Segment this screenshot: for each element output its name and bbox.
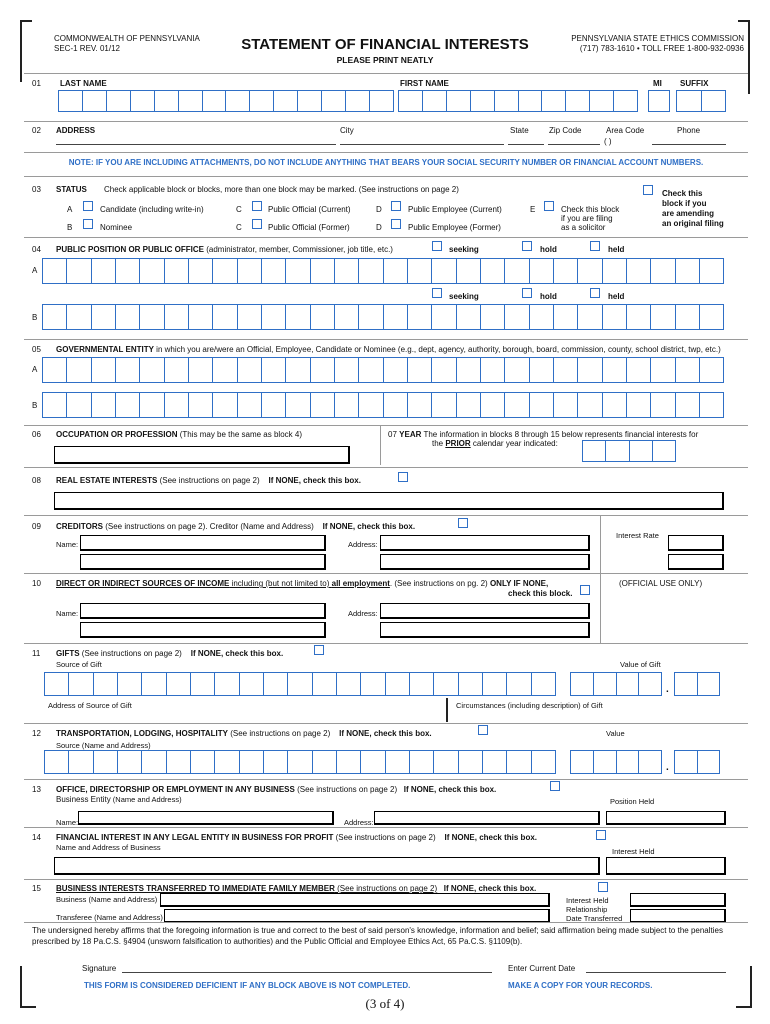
transportation-title: TRANSPORTATION, LODGING, HOSPITALITY — [56, 729, 228, 738]
position-b-hold-label: hold — [540, 292, 557, 301]
gifts-title: GIFTS — [56, 649, 80, 658]
public-position-title: PUBLIC POSITION OR PUBLIC OFFICE — [56, 245, 205, 254]
area-code-label: Area Code — [606, 126, 645, 135]
creditor-address-label: Address: — [348, 540, 378, 549]
gifts-none-label: If NONE, check this box. — [190, 649, 284, 658]
year-label — [388, 430, 698, 439]
section-06-number: 06 — [32, 430, 41, 439]
income-address-label: Address: — [348, 609, 378, 618]
position-b-held-checkbox[interactable] — [590, 288, 600, 298]
transportation-none-label: If NONE, check this box. — [339, 729, 432, 738]
income-none-checkbox[interactable] — [580, 585, 590, 595]
status-instructions: Check applicable block or blocks, more than one block may be marked. (See instructions on page 2) — [104, 185, 459, 194]
transferred-date-label: Date Transferred — [566, 914, 623, 923]
financial-interest-sub-label: Name and Address of Business — [56, 843, 161, 852]
amending-label-1: Check this — [662, 189, 703, 198]
transferee-input[interactable] — [164, 909, 550, 923]
corner-mark-tr — [738, 20, 750, 94]
transportation-value-label: Value — [606, 729, 625, 738]
amending-label-2: block if you — [662, 199, 707, 208]
section-13-number: 13 — [32, 785, 41, 794]
financial-interest-input[interactable] — [54, 857, 600, 875]
gift-value-cents-input[interactable] — [674, 672, 720, 696]
office-name-input[interactable] — [78, 811, 334, 825]
status-label: STATUS — [56, 185, 87, 194]
section-09-number: 09 — [32, 522, 41, 531]
state-label: State — [510, 126, 529, 135]
section-01-number: 01 — [32, 79, 41, 88]
nominee-label: Nominee — [100, 223, 133, 232]
header-commonwealth: COMMONWEALTH OF PENNSYLVANIA — [54, 34, 200, 43]
transportation-value-cents-input[interactable] — [674, 750, 720, 774]
status-a-letter: A — [67, 205, 73, 214]
creditor-name-input-1[interactable] — [80, 535, 326, 551]
position-a-hold-label: hold — [540, 245, 557, 254]
creditor-address-input-1[interactable] — [380, 535, 590, 551]
real-estate-title: REAL ESTATE INTERESTS — [56, 476, 158, 485]
year-hint-2a: the — [432, 439, 446, 448]
gift-value-dollars-input[interactable] — [570, 672, 662, 696]
first-name-label: FIRST NAME — [400, 79, 449, 88]
position-b-seeking-label: seeking — [449, 292, 479, 301]
financial-interest-none-checkbox[interactable] — [596, 830, 606, 840]
transportation-source-input[interactable] — [44, 750, 556, 774]
transferred-relationship-label: Relationship — [566, 905, 608, 914]
section-03-number: 03 — [32, 185, 41, 194]
interest-rate-input-2[interactable] — [668, 554, 724, 570]
real-estate-none-checkbox[interactable] — [398, 472, 408, 482]
form-subtitle: PLEASE PRINT NEATLY — [336, 55, 434, 65]
position-a-held-label: held — [608, 245, 625, 254]
income-name-input-2[interactable] — [80, 622, 326, 638]
amending-checkbox[interactable] — [643, 185, 653, 195]
occupation-title: OCCUPATION OR PROFESSION — [56, 430, 178, 439]
income-name-input-1[interactable] — [80, 603, 326, 619]
business-transferred-none-checkbox[interactable] — [598, 882, 608, 892]
solicitor-label-2: if you are filing — [561, 214, 613, 223]
candidate-checkbox[interactable] — [83, 201, 93, 211]
income-address-input-2[interactable] — [380, 622, 590, 638]
gifts-label — [56, 649, 283, 658]
zip-label: Zip Code — [549, 126, 582, 135]
form-title: STATEMENT OF FINANCIAL INTERESTS — [241, 36, 529, 53]
position-b-held-label: held — [608, 292, 625, 301]
position-a-input[interactable] — [42, 258, 724, 284]
official-use-label: (OFFICIAL USE ONLY) — [619, 579, 703, 588]
current-date-input[interactable] — [586, 972, 726, 973]
income-label — [56, 579, 548, 588]
nominee-checkbox[interactable] — [83, 219, 93, 229]
position-a-seeking-checkbox[interactable] — [432, 241, 442, 251]
official-current-checkbox[interactable] — [252, 201, 262, 211]
header-phone: (717) 783-1610 • TOLL FREE 1-800-932-0936 — [579, 44, 744, 53]
status-b-letter: B — [67, 223, 73, 232]
income-name-label: Name: — [56, 609, 79, 618]
governmental-entity-hint: in which you are/were an Official, Employee, Candidate or Nominee (e.g., dept, agency, authority, borough, board, commission, county, school district, twp, etc.) — [153, 345, 721, 354]
position-b-seeking-checkbox[interactable] — [432, 288, 442, 298]
candidate-label: Candidate (including write-in) — [100, 205, 204, 214]
phone-label: Phone — [677, 126, 701, 135]
real-estate-hint: (See instructions on page 2) — [157, 476, 260, 485]
interest-rate-input-1[interactable] — [668, 535, 724, 551]
solicitor-label-1: Check this block — [561, 205, 620, 214]
creditors-label — [56, 522, 415, 531]
real-estate-none-label: If NONE, check this box. — [268, 476, 361, 485]
area-code-input[interactable]: ( ) — [604, 137, 612, 146]
official-current-label: Public Official (Current) — [268, 205, 351, 214]
section-07-number: 07 — [388, 430, 397, 439]
creditors-none-checkbox[interactable] — [458, 518, 468, 528]
interest-rate-label: Interest Rate — [616, 531, 659, 540]
section-02-number: 02 — [32, 126, 41, 135]
gift-address-label: Address of Source of Gift — [48, 701, 132, 710]
office-none-checkbox[interactable] — [550, 781, 560, 791]
status-e-letter: E — [530, 205, 536, 214]
gift-source-label: Source of Gift — [56, 660, 102, 669]
interest-held-label: Interest Held — [612, 847, 655, 856]
financial-interest-title: FINANCIAL INTEREST IN ANY LEGAL ENTITY IN BUSINESS FOR PROFIT — [56, 833, 334, 842]
form-revision: SEC-1 REV. 01/12 — [54, 44, 120, 53]
entity-a-letter: A — [32, 365, 38, 374]
office-none-label: If NONE, check this box. — [403, 785, 497, 794]
mi-label: MI — [653, 79, 662, 88]
creditors-none-label: If NONE, check this box. — [322, 522, 416, 531]
position-b-letter: B — [32, 313, 38, 322]
address-label: ADDRESS — [56, 126, 96, 135]
income-address-input-1[interactable] — [380, 603, 590, 619]
gift-circumstances-label: Circumstances (including description) of Gift — [456, 701, 603, 710]
gifts-hint: (See instructions on page 2) — [79, 649, 182, 658]
transportation-value-decimal: . — [666, 762, 669, 773]
mi-input[interactable] — [648, 90, 670, 112]
office-title: OFFICE, DIRECTORSHIP OR EMPLOYMENT IN ANY BUSINESS — [56, 785, 295, 794]
deficient-warning: THIS FORM IS CONSIDERED DEFICIENT IF ANY BLOCK ABOVE IS NOT COMPLETED. — [84, 981, 411, 990]
entity-b-input[interactable] — [42, 392, 724, 418]
state-input[interactable] — [508, 144, 544, 145]
employee-former-checkbox[interactable] — [391, 219, 401, 229]
business-transferred-hint: (See instructions on page 2) — [334, 884, 438, 893]
income-title: DIRECT OR INDIRECT SOURCES OF INCOME — [56, 579, 230, 588]
header-commission: PENNSYLVANIA STATE ETHICS COMMISSION — [571, 34, 744, 43]
suffix-input[interactable] — [676, 90, 726, 112]
year-hint-2b: calendar year indicated: — [470, 439, 558, 448]
financial-interest-hint: (See instructions on page 2) — [333, 833, 436, 842]
income-none-label-2: check this block. — [508, 589, 573, 598]
occupation-label — [56, 430, 302, 439]
section-08-number: 08 — [32, 476, 41, 485]
transferred-relationship-input[interactable] — [630, 909, 726, 923]
office-label — [56, 785, 496, 794]
creditors-title: CREDITORS — [56, 522, 103, 531]
section-04-number: 04 — [32, 245, 41, 254]
gift-value-label: Value of Gift — [620, 660, 661, 669]
last-name-input[interactable] — [58, 90, 394, 112]
office-name-label: Name: — [56, 818, 79, 827]
transportation-label — [56, 729, 432, 738]
last-name-label: LAST NAME — [60, 79, 107, 88]
page-number: (3 of 4) — [365, 996, 405, 1011]
status-d2-letter: D — [376, 223, 382, 232]
public-position-label — [56, 245, 393, 254]
creditor-address-input-2[interactable] — [380, 554, 590, 570]
signature-input[interactable] — [122, 972, 492, 973]
business-transferred-label — [56, 884, 536, 893]
public-position-hint: (administrator, member, Commissioner, job title, etc.) — [204, 245, 393, 254]
gifts-none-checkbox[interactable] — [314, 645, 324, 655]
real-estate-input[interactable] — [54, 492, 724, 510]
first-name-input[interactable] — [398, 90, 638, 112]
position-a-hold-checkbox[interactable] — [522, 241, 532, 251]
office-address-input[interactable] — [374, 811, 600, 825]
governmental-entity-title: GOVERNMENTAL ENTITY — [56, 345, 154, 354]
business-transferred-title: BUSINESS INTERESTS TRANSFERRED TO IMMEDIATE FAMILY MEMBER — [56, 884, 335, 893]
suffix-label: SUFFIX — [680, 79, 709, 88]
entity-b-letter: B — [32, 401, 38, 410]
income-hint-1: including (but not limited to) — [229, 579, 332, 588]
city-label: City — [340, 126, 354, 135]
entity-a-input[interactable] — [42, 357, 724, 383]
transportation-hint: (See instructions on page 2) — [228, 729, 331, 738]
transferee-label: Transferee (Name and Address) — [56, 913, 163, 922]
interest-held-input[interactable] — [606, 857, 726, 875]
governmental-entity-label — [56, 345, 736, 354]
office-hint: (See instructions on page 2) — [294, 785, 398, 794]
position-held-input[interactable] — [606, 811, 726, 825]
address-input[interactable] — [56, 144, 336, 145]
transportation-none-checkbox[interactable] — [478, 725, 488, 735]
amending-label-3: are amending — [662, 209, 715, 218]
transportation-source-label: Source (Name and Address) — [56, 741, 151, 750]
copy-reminder: MAKE A COPY FOR YOUR RECORDS. — [508, 981, 653, 990]
occupation-hint: (This may be the same as block 4) — [177, 430, 302, 439]
amending-label-4: an original filing — [662, 219, 724, 228]
position-held-label: Position Held — [610, 797, 655, 806]
status-d1-letter: D — [376, 205, 382, 214]
year-title: YEAR — [399, 430, 422, 439]
business-entity-label — [56, 795, 182, 804]
occupation-input[interactable] — [54, 446, 350, 464]
section-11-number: 11 — [32, 649, 41, 658]
gift-source-input[interactable] — [44, 672, 556, 696]
position-a-letter: A — [32, 266, 38, 275]
financial-interest-label — [56, 833, 537, 842]
section-15-number: 15 — [32, 884, 41, 893]
signature-label: Signature — [82, 964, 117, 973]
business-transferred-none-label: If NONE, check this box. — [443, 884, 537, 893]
office-address-label: Address: — [344, 818, 374, 827]
creditors-hint: (See instructions on page 2). Creditor (Name and Address) — [102, 522, 314, 531]
section-14-number: 14 — [32, 833, 41, 842]
status-c2-letter: C — [236, 223, 242, 232]
income-all-word: all employment — [331, 579, 390, 588]
employee-current-label: Public Employee (Current) — [408, 205, 502, 214]
section-10-number: 10 — [32, 579, 41, 588]
transferred-interest-held-label: Interest Held — [566, 896, 609, 905]
phone-input[interactable] — [652, 144, 726, 145]
financial-interest-none-label: If NONE, check this box. — [444, 833, 537, 842]
real-estate-label — [56, 476, 361, 485]
zip-input[interactable] — [548, 144, 600, 145]
year-input[interactable] — [582, 440, 676, 462]
transferred-business-input[interactable] — [160, 893, 550, 907]
income-none-label-1: ONLY IF NONE, — [489, 579, 549, 588]
year-hint-2 — [432, 439, 558, 448]
solicitor-checkbox[interactable] — [544, 201, 554, 211]
position-b-hold-checkbox[interactable] — [522, 288, 532, 298]
income-hint-2: . (See instructions on pg. 2) — [389, 579, 488, 588]
creditor-name-input-2[interactable] — [80, 554, 326, 570]
section-05-number: 05 — [32, 345, 41, 354]
employee-current-checkbox[interactable] — [391, 201, 401, 211]
prior-word: PRIOR — [445, 439, 471, 448]
status-c1-letter: C — [236, 205, 242, 214]
transferred-business-label: Business (Name and Address) — [56, 895, 158, 904]
official-former-label: Public Official (Former) — [268, 223, 350, 232]
position-a-held-checkbox[interactable] — [590, 241, 600, 251]
section-12-number: 12 — [32, 729, 41, 738]
official-former-checkbox[interactable] — [252, 219, 262, 229]
employee-former-label: Public Employee (Former) — [408, 223, 501, 232]
transportation-value-dollars-input[interactable] — [570, 750, 662, 774]
solicitor-label-3: as a solicitor — [561, 223, 606, 232]
position-b-input[interactable] — [42, 304, 724, 330]
city-input[interactable] — [340, 144, 504, 145]
transferred-interest-held-input[interactable] — [630, 893, 726, 907]
business-entity-hint: (Name and Address) — [110, 795, 182, 804]
creditor-name-label: Name: — [56, 540, 79, 549]
affirmation-text: The undersigned hereby affirms that the foregoing information is true and correct to the best of said person's knowledge, information and belief; said affirmation being made subject to the penalties prescribed by 18 Pa.C.S. §4904 (unsworn falsification to authorities) and the Public Official and Employee Ethics Act, 65 Pa.C.S. §1109(b). — [32, 926, 723, 946]
gift-value-decimal: . — [666, 684, 669, 695]
current-date-label: Enter Current Date — [508, 964, 576, 973]
attachment-note: NOTE: IF YOU ARE INCLUDING ATTACHMENTS, DO NOT INCLUDE ANYTHING THAT BEARS YOUR SOCIAL SECURITY NUMBER OR FINANCIAL ACCOUNT NUMBERS. — [68, 158, 704, 167]
position-a-seeking-label: seeking — [449, 245, 479, 254]
business-entity-text: Business Entity — [56, 795, 111, 804]
year-hint-1: The information in blocks 8 through 15 below represents financial interests for — [421, 430, 699, 439]
